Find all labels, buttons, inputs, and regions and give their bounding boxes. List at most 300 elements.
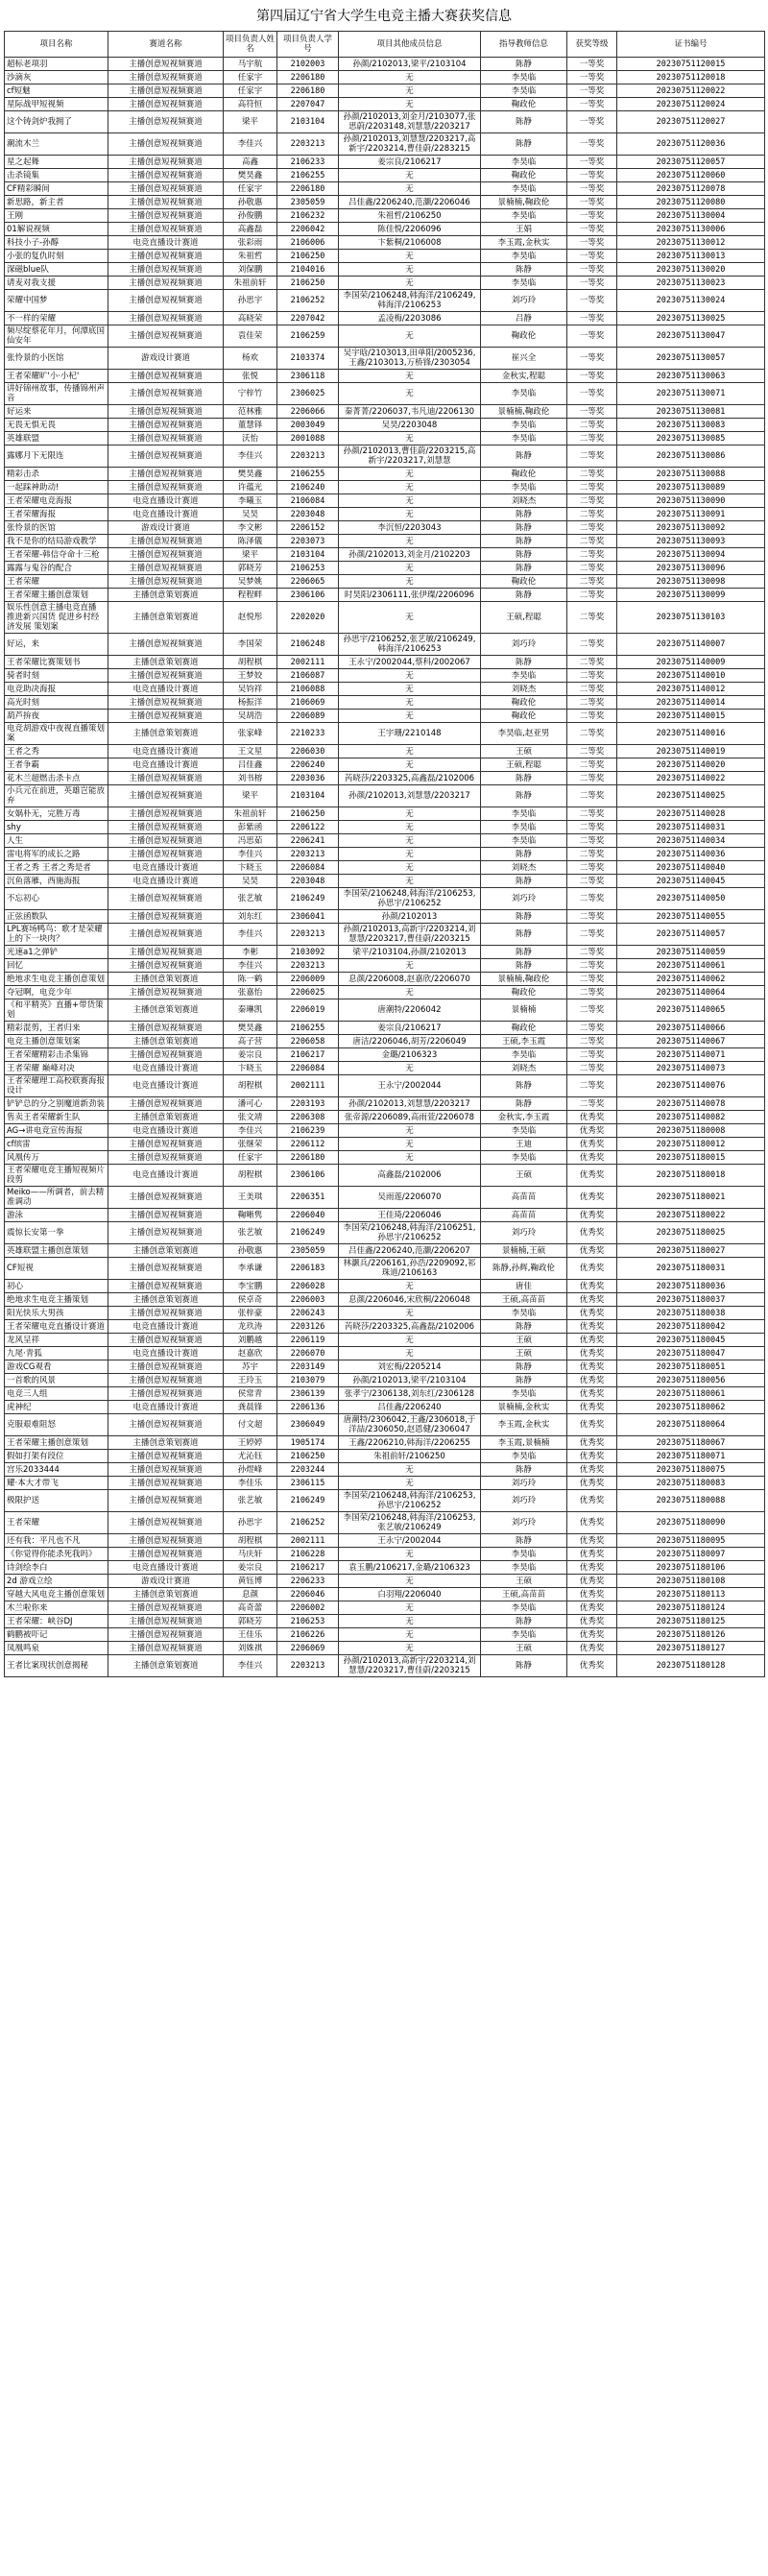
cell-members: 无	[339, 875, 481, 888]
cell-certificate-no: 20230751130024	[617, 290, 765, 312]
cell-members: 无	[339, 1548, 481, 1561]
table-row	[5, 821, 765, 834]
cell-advisor: 陈静	[481, 946, 567, 959]
cell-track-name: 主播创意短视频赛道	[108, 445, 224, 468]
cell-project-name: 电竞主播创意策划案	[5, 1035, 108, 1048]
cell-project-name: 电竞三人组	[5, 1387, 108, 1401]
cell-track-name: 电竞直播设计赛道	[108, 494, 224, 508]
cell-advisor: 景楠楠,金秋实	[481, 1401, 567, 1414]
cell-advisor: 陈静	[481, 548, 567, 562]
cell-members: 无	[339, 263, 481, 277]
cell-track-name: 主播创意短视频赛道	[108, 468, 224, 481]
cell-leader-name: 侯卓奇	[224, 1293, 277, 1307]
cell-leader-id: 2206089	[277, 710, 339, 723]
cell-track-name: 主播创意短视频赛道	[108, 1360, 224, 1374]
cell-project-name: 克服艰难阻怒	[5, 1414, 108, 1436]
cell-members: 无	[339, 71, 481, 84]
cell-leader-name: 马庆轩	[224, 1548, 277, 1561]
cell-certificate-no: 20230751180051	[617, 1360, 765, 1374]
cell-track-name: 主播创意短视频赛道	[108, 419, 224, 432]
cell-track-name: 主播创意短视频赛道	[108, 325, 224, 348]
cell-leader-name: 姜宗良	[224, 1561, 277, 1575]
cell-advisor: 李昊临	[481, 1124, 567, 1138]
cell-members: 无	[339, 1628, 481, 1642]
cell-leader-name: 刘鹏越	[224, 1334, 277, 1347]
header-award-level: 获奖等级	[567, 32, 617, 58]
cell-certificate-no: 20230751140025	[617, 785, 765, 807]
cell-track-name: 电竞直播设计赛道	[108, 1124, 224, 1138]
table-row	[5, 924, 765, 946]
cell-leader-name: 李佳兴	[224, 959, 277, 973]
cell-award-level: 二等奖	[567, 602, 617, 634]
cell-award-level: 二等奖	[567, 772, 617, 785]
cell-leader-name: 孙思宇	[224, 1512, 277, 1534]
cell-leader-name: 尤沁钰	[224, 1450, 277, 1463]
cell-track-name: 主播创意短视频赛道	[108, 169, 224, 182]
cell-track-name: 主播创意策划赛道	[108, 1244, 224, 1258]
table-row	[5, 535, 765, 548]
cell-certificate-no: 20230751120018	[617, 71, 765, 84]
cell-award-level: 二等奖	[567, 508, 617, 521]
cell-leader-name: 李文彬	[224, 521, 277, 535]
cell-award-level: 二等奖	[567, 445, 617, 468]
table-row	[5, 986, 765, 999]
cell-certificate-no: 20230751180018	[617, 1165, 765, 1187]
table-row	[5, 634, 765, 656]
cell-leader-name: 朱祖前轩	[224, 807, 277, 821]
cell-leader-id: 2206065	[277, 575, 339, 589]
cell-leader-id: 2106253	[277, 562, 339, 575]
cell-members: 朱祖前轩/2106250	[339, 1450, 481, 1463]
cell-project-name: 鹤鹏被吓记	[5, 1628, 108, 1642]
table-row	[5, 111, 765, 133]
cell-track-name: 主播创意短视频赛道	[108, 290, 224, 312]
cell-leader-id: 2206241	[277, 834, 339, 848]
cell-project-name: 一首歌的风景	[5, 1374, 108, 1387]
cell-members: 孙颜/2102013,曹佳蔚/2203215,高新宇/2203217,刘慧慧	[339, 445, 481, 468]
cell-award-level: 一等奖	[567, 277, 617, 290]
cell-leader-name: 赵悦彤	[224, 602, 277, 634]
cell-track-name: 游戏设计赛道	[108, 1575, 224, 1588]
cell-project-name: 电竞助决海报	[5, 683, 108, 696]
cell-members: 孙颜/2102013,高新宇/2203214,刘慧慧/2203217,曹佳蔚/2203215	[339, 924, 481, 946]
cell-track-name: 主播创意短视频赛道	[108, 1642, 224, 1655]
cell-leader-name: 马宇航	[224, 58, 277, 71]
cell-track-name: 电竞直播设计赛道	[108, 1561, 224, 1575]
cell-award-level: 一等奖	[567, 223, 617, 236]
cell-project-name: 王者之秀	[5, 745, 108, 758]
cell-project-name: 王者荣耀	[5, 575, 108, 589]
cell-award-level: 一等奖	[567, 71, 617, 84]
cell-members: 吕佳鑫/2206240,范灏/2206046	[339, 196, 481, 209]
cell-award-level: 一等奖	[567, 250, 617, 263]
cell-award-level: 优秀奖	[567, 1165, 617, 1187]
cell-project-name: 铲铲总的分之别魔道新劲装	[5, 1097, 108, 1111]
table-row	[5, 1347, 765, 1360]
cell-members: 王永宁/2002044	[339, 1075, 481, 1097]
cell-project-name: 英雄联盟	[5, 432, 108, 445]
cell-certificate-no: 20230751120057	[617, 156, 765, 169]
cell-leader-id: 2106249	[277, 1222, 339, 1244]
cell-leader-name: 樊昊鑫	[224, 169, 277, 182]
cell-advisor: 王硕,高苗苗	[481, 1293, 567, 1307]
cell-members: 金璐/2106323	[339, 1048, 481, 1062]
table-row	[5, 1436, 765, 1450]
cell-members: 无	[339, 370, 481, 383]
cell-track-name: 游戏设计赛道	[108, 521, 224, 535]
cell-track-name: 主播创意短视频赛道	[108, 1222, 224, 1244]
cell-award-level: 二等奖	[567, 888, 617, 910]
cell-members: 唐洁/2206046,胡芳/2206049	[339, 1035, 481, 1048]
cell-award-level: 一等奖	[567, 325, 617, 348]
cell-leader-id: 2206070	[277, 1347, 339, 1360]
cell-leader-id: 2206240	[277, 758, 339, 772]
table-row	[5, 696, 765, 710]
cell-advisor: 陈静	[481, 1097, 567, 1111]
cell-project-name: 王者之秀 王者之秀是者	[5, 861, 108, 875]
cell-members: 无	[339, 182, 481, 196]
cell-project-name: 星际战甲短视频	[5, 98, 108, 111]
cell-leader-id: 2206003	[277, 1293, 339, 1307]
cell-advisor: 陈静	[481, 521, 567, 535]
cell-certificate-no: 20230751180088	[617, 1490, 765, 1512]
cell-leader-name: 冯思茹	[224, 834, 277, 848]
cell-advisor: 李昊临	[481, 1601, 567, 1615]
cell-leader-name: 董慧铎	[224, 419, 277, 432]
cell-advisor: 王硕	[481, 1165, 567, 1187]
cell-project-name: 沉鱼落雁，西施海报	[5, 875, 108, 888]
page-title: 第四届辽宁省大学生电竞主播大赛获奖信息	[256, 9, 512, 24]
cell-members: 无	[339, 575, 481, 589]
table-row	[5, 1360, 765, 1374]
table-row	[5, 98, 765, 111]
table-row	[5, 84, 765, 98]
cell-certificate-no: 20230751180062	[617, 1401, 765, 1414]
cell-track-name: 主播创意短视频赛道	[108, 710, 224, 723]
cell-award-level: 二等奖	[567, 807, 617, 821]
cell-advisor: 鞠政伦	[481, 696, 567, 710]
cell-certificate-no: 20230751130091	[617, 508, 765, 521]
table-row	[5, 1450, 765, 1463]
cell-track-name: 主播创意短视频赛道	[108, 888, 224, 910]
cell-leader-name: 姜宗良	[224, 1048, 277, 1062]
cell-certificate-no: 20230751180125	[617, 1615, 765, 1628]
cell-advisor: 陈静	[481, 1320, 567, 1334]
cell-track-name: 主播创意短视频赛道	[108, 1097, 224, 1111]
table-row	[5, 1615, 765, 1628]
cell-leader-name: 孙煜峰	[224, 1463, 277, 1477]
cell-members: 吕佳鑫/2206240,范灏/2206207	[339, 1244, 481, 1258]
cell-leader-id: 2106255	[277, 1022, 339, 1035]
cell-advisor: 刘巧玲	[481, 1512, 567, 1534]
cell-track-name: 主播创意短视频赛道	[108, 223, 224, 236]
cell-project-name: 游泳	[5, 1209, 108, 1222]
table-row	[5, 182, 765, 196]
cell-members: 孙颜/2102013,刘金月/2102203	[339, 548, 481, 562]
table-row	[5, 445, 765, 468]
cell-members: 孙颜/2102013,梁平/2103104	[339, 58, 481, 71]
cell-members: 白羽翔/2206040	[339, 1588, 481, 1601]
cell-project-name: 王者荣耀旷'小·小杞'	[5, 370, 108, 383]
cell-members: 无	[339, 1347, 481, 1360]
cell-track-name: 主播创意短视频赛道	[108, 209, 224, 223]
cell-advisor: 李昊临	[481, 156, 567, 169]
cell-leader-name: 张艺敏	[224, 1490, 277, 1512]
cell-project-name: 新思路，新主者	[5, 196, 108, 209]
cell-certificate-no: 20230751140007	[617, 634, 765, 656]
cell-track-name: 主播创意短视频赛道	[108, 312, 224, 325]
cell-leader-id: 2106217	[277, 1048, 339, 1062]
cell-project-name: AG→讲电竞宣传海报	[5, 1124, 108, 1138]
cell-leader-id: 2206180	[277, 84, 339, 98]
cell-leader-id: 2306025	[277, 383, 339, 405]
cell-advisor: 刘晓杰	[481, 861, 567, 875]
table-row	[5, 508, 765, 521]
table-row	[5, 1138, 765, 1151]
cell-track-name: 主播创意短视频赛道	[108, 111, 224, 133]
cell-track-name: 主播创意短视频赛道	[108, 1477, 224, 1490]
table-row	[5, 370, 765, 383]
cell-advisor: 王硕	[481, 1575, 567, 1588]
cell-advisor: 陈静	[481, 1374, 567, 1387]
cell-certificate-no: 20230751180075	[617, 1463, 765, 1477]
cell-leader-id: 2206084	[277, 861, 339, 875]
cell-members: 芮晓莎/2203325,高鑫磊/2102006	[339, 1320, 481, 1334]
cell-leader-name: 李国荣	[224, 634, 277, 656]
cell-advisor: 李昊临	[481, 71, 567, 84]
cell-advisor: 陈静	[481, 1615, 567, 1628]
cell-members: 孙思宇/2106252,张艺敏/2106249,韩海洋/2106253	[339, 634, 481, 656]
cell-leader-id: 2103104	[277, 785, 339, 807]
cell-project-name: 王者荣耀主播创意策划	[5, 589, 108, 602]
cell-advisor: 鞠政伦	[481, 325, 567, 348]
cell-members: 无	[339, 834, 481, 848]
table-row	[5, 1320, 765, 1334]
cell-leader-id: 2306106	[277, 1165, 339, 1187]
cell-certificate-no: 20230751140066	[617, 1022, 765, 1035]
cell-advisor: 李昊临	[481, 807, 567, 821]
cell-track-name: 主播创意短视频赛道	[108, 71, 224, 84]
cell-leader-name: 王文星	[224, 745, 277, 758]
cell-certificate-no: 20230751180113	[617, 1588, 765, 1601]
cell-leader-id: 2206152	[277, 521, 339, 535]
cell-leader-id: 2106084	[277, 494, 339, 508]
cell-track-name: 主播创意短视频赛道	[108, 1048, 224, 1062]
cell-certificate-no: 20230751140014	[617, 696, 765, 710]
cell-certificate-no: 20230751140009	[617, 656, 765, 669]
cell-leader-name: 潘可心	[224, 1097, 277, 1111]
table-row	[5, 290, 765, 312]
cell-project-name: 极限护送	[5, 1490, 108, 1512]
cell-leader-name: 张嘉怡	[224, 986, 277, 999]
cell-certificate-no: 20230751180071	[617, 1450, 765, 1463]
table-row	[5, 1035, 765, 1048]
cell-award-level: 优秀奖	[567, 1490, 617, 1512]
cell-leader-id: 2306139	[277, 1387, 339, 1401]
cell-award-level: 优秀奖	[567, 1463, 617, 1477]
cell-advisor: 李昊临	[481, 1561, 567, 1575]
table-row	[5, 1561, 765, 1575]
cell-certificate-no: 20230751140010	[617, 669, 765, 683]
cell-track-name: 主播创意短视频赛道	[108, 1374, 224, 1387]
cell-track-name: 主播创意短视频赛道	[108, 924, 224, 946]
cell-leader-id: 2206002	[277, 1601, 339, 1615]
cell-track-name: 电竞直播设计赛道	[108, 1165, 224, 1187]
cell-track-name: 电竞直播设计赛道	[108, 1347, 224, 1360]
cell-advisor: 王娟	[481, 223, 567, 236]
cell-project-name: 精彩混剪，王者归来	[5, 1022, 108, 1035]
table-row	[5, 196, 765, 209]
cell-leader-id: 2206042	[277, 223, 339, 236]
cell-members: 无	[339, 383, 481, 405]
table-row	[5, 910, 765, 924]
cell-leader-name: 李承谦	[224, 1258, 277, 1280]
cell-leader-name: 张梓豪	[224, 1307, 277, 1320]
cell-award-level: 二等奖	[567, 1097, 617, 1111]
cell-members: 孟凌梅/2203086	[339, 312, 481, 325]
cell-advisor: 李昊临	[481, 834, 567, 848]
cell-members: 无	[339, 494, 481, 508]
cell-award-level: 优秀奖	[567, 1347, 617, 1360]
table-row	[5, 758, 765, 772]
cell-certificate-no: 20230751130092	[617, 521, 765, 535]
cell-certificate-no: 20230751180124	[617, 1601, 765, 1615]
cell-members: 张帝源/2206089,高雨萱/2206078	[339, 1111, 481, 1124]
table-row	[5, 71, 765, 84]
cell-leader-id: 2106250	[277, 807, 339, 821]
cell-track-name: 主播创意短视频赛道	[108, 1463, 224, 1477]
cell-members: 陈佳悦/2206096	[339, 223, 481, 236]
cell-advisor: 王硕	[481, 745, 567, 758]
cell-leader-id: 2206040	[277, 1209, 339, 1222]
cell-advisor: 陈静	[481, 772, 567, 785]
cell-certificate-no: 20230751140082	[617, 1111, 765, 1124]
cell-leader-id: 2203213	[277, 133, 339, 156]
cell-leader-name: 张艺敏	[224, 888, 277, 910]
cell-certificate-no: 20230751180067	[617, 1436, 765, 1450]
cell-leader-name: 高子营	[224, 1035, 277, 1048]
cell-leader-id: 1905174	[277, 1436, 339, 1450]
cell-track-name: 主播创意短视频赛道	[108, 1615, 224, 1628]
cell-leader-id: 2306106	[277, 589, 339, 602]
cell-leader-name: 梁平	[224, 548, 277, 562]
cell-project-name: 露露与鬼谷的配合	[5, 562, 108, 575]
table-row	[5, 959, 765, 973]
cell-leader-id: 2103092	[277, 946, 339, 959]
cell-award-level: 二等奖	[567, 535, 617, 548]
cell-project-name: 沙滴灰	[5, 71, 108, 84]
cell-advisor: 李昊临	[481, 1548, 567, 1561]
cell-certificate-no: 20230751180090	[617, 1512, 765, 1534]
header-advisor: 指导教师信息	[481, 32, 567, 58]
cell-members: 时昊阳/2306111,张伊璨/2206096	[339, 589, 481, 602]
cell-members: 梁平/2103104,孙颜/2102013	[339, 946, 481, 959]
cell-members: 无	[339, 807, 481, 821]
cell-track-name: 主播创意短视频赛道	[108, 1414, 224, 1436]
cell-project-name: 《和平精英》直播+带货策划	[5, 999, 108, 1022]
cell-award-level: 二等奖	[567, 723, 617, 745]
table-row	[5, 946, 765, 959]
cell-certificate-no: 20230751140022	[617, 772, 765, 785]
cell-members: 王永宁/2002044	[339, 1534, 481, 1548]
cell-leader-name: 任家宇	[224, 1151, 277, 1165]
cell-track-name: 主播创意短视频赛道	[108, 196, 224, 209]
cell-advisor: 李玉霞,金秋实	[481, 1414, 567, 1436]
cell-leader-name: 朱祖哲	[224, 250, 277, 263]
cell-members: 无	[339, 1307, 481, 1320]
table-row	[5, 169, 765, 182]
table-row	[5, 1414, 765, 1436]
cell-leader-name: 黄钰博	[224, 1575, 277, 1588]
cell-leader-id: 2106233	[277, 156, 339, 169]
cell-certificate-no: 20230751140064	[617, 986, 765, 999]
cell-track-name: 主播创意短视频赛道	[108, 58, 224, 71]
cell-members: 李国荣/2106248,韩海洋/2106253,孙思宇/2106252	[339, 1490, 481, 1512]
cell-award-level: 一等奖	[567, 348, 617, 370]
cell-leader-name: 付文超	[224, 1414, 277, 1436]
cell-leader-name: 朱祖前轩	[224, 277, 277, 290]
cell-award-level: 二等奖	[567, 669, 617, 683]
cell-leader-id: 2206243	[277, 1307, 339, 1320]
cell-leader-id: 2206025	[277, 986, 339, 999]
cell-leader-id: 2305059	[277, 1244, 339, 1258]
table-row	[5, 1307, 765, 1320]
cell-advisor: 李昊临	[481, 481, 567, 494]
table-row	[5, 1490, 765, 1512]
table-row	[5, 1111, 765, 1124]
cell-certificate-no: 20230751140059	[617, 946, 765, 959]
cell-certificate-no: 20230751120015	[617, 58, 765, 71]
cell-advisor: 陈静	[481, 910, 567, 924]
cell-leader-name: 李佳兴	[224, 445, 277, 468]
table-row	[5, 772, 765, 785]
cell-advisor: 李昊临	[481, 1628, 567, 1642]
cell-award-level: 一等奖	[567, 383, 617, 405]
cell-award-level: 优秀奖	[567, 1401, 617, 1414]
cell-members: 吴昊/2203048	[339, 419, 481, 432]
cell-leader-id: 2203126	[277, 1320, 339, 1334]
cell-advisor: 崔兴全	[481, 348, 567, 370]
cell-track-name: 电竞直播设计赛道	[108, 1320, 224, 1334]
cell-award-level: 优秀奖	[567, 1628, 617, 1642]
cell-advisor: 陈静	[481, 1534, 567, 1548]
cell-leader-name: 梁平	[224, 785, 277, 807]
cell-project-name: 这个铸剑炉我拥了	[5, 111, 108, 133]
cell-project-name: 无畏无惧无畏	[5, 419, 108, 432]
cell-advisor: 陈静	[481, 535, 567, 548]
cell-members: 无	[339, 1138, 481, 1151]
cell-award-level: 优秀奖	[567, 1124, 617, 1138]
cell-leader-id: 2206122	[277, 821, 339, 834]
cell-project-name: 凤凰鸣泉	[5, 1642, 108, 1655]
cell-project-name: 2d 游戏立绘	[5, 1575, 108, 1588]
cell-members: 吴雨莲/2206070	[339, 1187, 481, 1209]
cell-leader-id: 2206119	[277, 1334, 339, 1347]
cell-project-name: 女娲朴无，完胜万毒	[5, 807, 108, 821]
cell-project-name: Meiko——所调者，前去精准调动	[5, 1187, 108, 1209]
cell-members: 唐潮特/2306042,王鑫/2306018,于洋喆/2306050,赵恩健/2306047	[339, 1414, 481, 1436]
cell-leader-name: 袁佳荣	[224, 325, 277, 348]
cell-certificate-no: 20230751180083	[617, 1477, 765, 1490]
cell-leader-id: 2206058	[277, 1035, 339, 1048]
cell-leader-id: 2106250	[277, 1450, 339, 1463]
cell-advisor: 李昊临	[481, 277, 567, 290]
table-row	[5, 875, 765, 888]
cell-leader-name: 李彬	[224, 946, 277, 959]
cell-track-name: 游戏设计赛道	[108, 348, 224, 370]
table-row	[5, 468, 765, 481]
header-members: 项目其他成员信息	[339, 32, 481, 58]
